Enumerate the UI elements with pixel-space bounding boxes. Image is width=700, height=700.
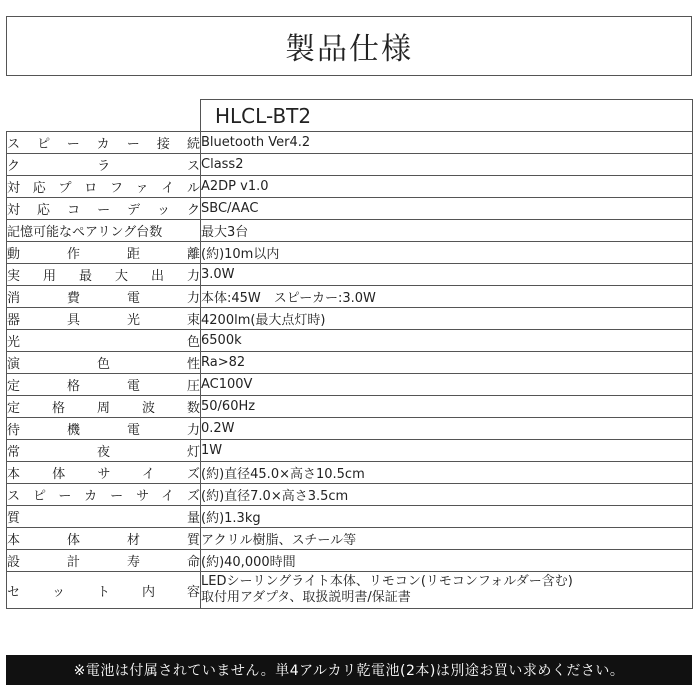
spec-label: スピーカー接続: [7, 137, 200, 152]
table-row: [7, 396, 693, 418]
table-row: [7, 242, 693, 264]
spec-value: 1W: [201, 440, 693, 462]
spec-label: 常夜灯: [7, 445, 200, 460]
table-row: [7, 440, 693, 462]
spec-label: 定格周波数: [7, 401, 200, 416]
spec-header-row: [7, 100, 693, 132]
spec-value: 6500k: [201, 330, 693, 352]
spec-value: (約)40,000時間: [201, 550, 693, 572]
page-title: 製品仕様: [285, 32, 413, 67]
spec-label: 動作距離: [7, 247, 200, 262]
spec-value: Bluetooth Ver4.2: [201, 132, 693, 154]
spec-label: 設計寿命: [7, 555, 200, 570]
spec-label: 演色性: [7, 357, 200, 372]
spec-label: 定格電圧: [7, 379, 200, 394]
spec-value: (約)10m以内: [201, 242, 693, 264]
spec-label: 器具光束: [7, 313, 200, 328]
table-row: [7, 572, 693, 609]
table-row: [7, 220, 693, 242]
table-row: [7, 154, 693, 176]
spec-value: 3.0W: [201, 264, 693, 286]
spec-value: 本体:45W スピーカー:3.0W: [201, 286, 693, 308]
table-row: [7, 506, 693, 528]
table-row: [7, 462, 693, 484]
table-row: [7, 330, 693, 352]
battery-note-bar: [6, 655, 692, 685]
spec-label: 本体材質: [7, 533, 200, 548]
spec-label: 光色: [7, 335, 200, 350]
spec-value: アクリル樹脂、スチール等: [201, 528, 693, 550]
spec-value-line: 取付用アダプタ、取扱説明書/保証書: [201, 590, 411, 605]
spec-value: 4200lm(最大点灯時): [201, 308, 693, 330]
spec-value: 50/60Hz: [201, 396, 693, 418]
table-row: [7, 550, 693, 572]
spec-value: A2DP v1.0: [201, 176, 693, 198]
table-row: [7, 528, 693, 550]
table-row: [7, 308, 693, 330]
spec-label: クラス: [7, 159, 200, 174]
spec-value: (約)直径7.0×高さ3.5cm: [201, 484, 693, 506]
model-name: HLCL-BT2: [201, 100, 693, 132]
spec-label: 対応コーデック: [7, 203, 200, 218]
table-row: [7, 484, 693, 506]
spec-label: スピーカーサイズ: [7, 489, 200, 504]
spec-value: Ra>82: [201, 352, 693, 374]
spec-table: [6, 99, 693, 609]
spec-value: SBC/AAC: [201, 198, 693, 220]
table-row: [7, 352, 693, 374]
spec-value: [201, 572, 693, 609]
spec-label: 記憶可能なペアリング台数: [7, 225, 163, 240]
spec-value: 最大3台: [201, 220, 693, 242]
spec-value: (約)直径45.0×高さ10.5cm: [201, 462, 693, 484]
spec-label: 本体サイズ: [7, 467, 200, 482]
spec-value-line: LEDシーリングライト本体、リモコン(リモコンフォルダー含む): [201, 574, 573, 589]
spec-label: セット内容: [7, 584, 200, 600]
table-row: [7, 418, 693, 440]
table-row: [7, 264, 693, 286]
table-row: [7, 132, 693, 154]
spec-value: 0.2W: [201, 418, 693, 440]
spec-value: AC100V: [201, 374, 693, 396]
battery-note-text: ※電池は付属されていません。単4アルカリ乾電池(2本)は別途お買い求めください。: [73, 663, 625, 679]
spec-value: (約)1.3kg: [201, 506, 693, 528]
spec-label: 実用最大出力: [7, 269, 200, 284]
table-row: [7, 198, 693, 220]
spec-label: 対応プロファイル: [7, 181, 200, 196]
spec-label: 待機電力: [7, 423, 200, 438]
spec-value: Class2: [201, 154, 693, 176]
spec-label: 消費電力: [7, 291, 200, 306]
table-row: [7, 286, 693, 308]
table-row: [7, 176, 693, 198]
page-title-box: [6, 16, 692, 76]
spec-label: 質量: [7, 511, 200, 526]
header-blank-cell: [7, 100, 201, 132]
table-row: [7, 374, 693, 396]
